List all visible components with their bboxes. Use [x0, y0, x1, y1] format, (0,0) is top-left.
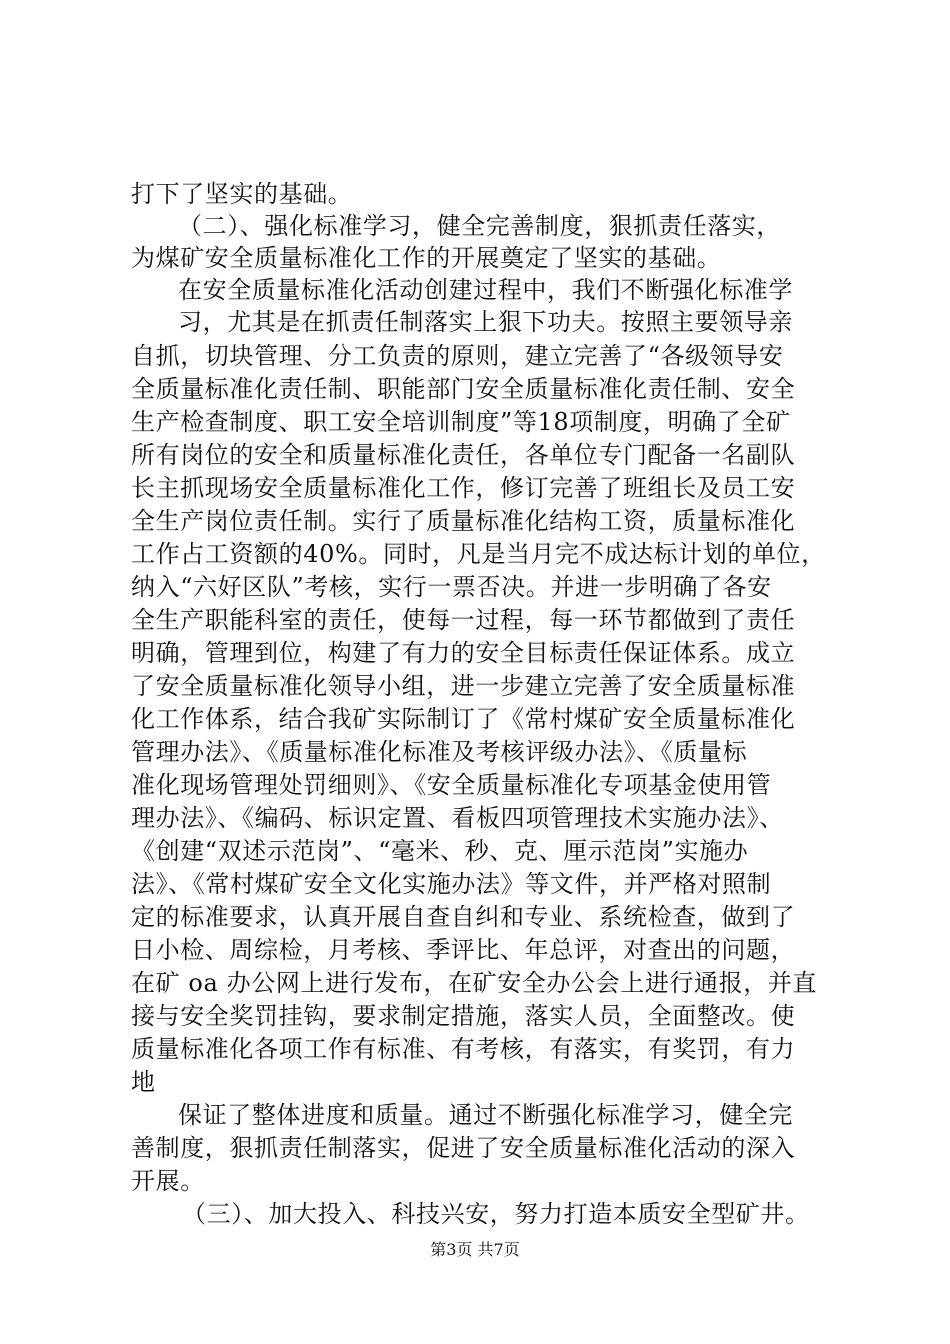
text-line: 长主抓现场安全质量标准化工作，修订完善了班组长及员工安 [131, 474, 796, 502]
text-line: 生产检查制度、职工安全培训制度”等18项制度，明确了全矿 [131, 408, 791, 436]
text-line: 法》、《常村煤矿安全文化实施办法》等文件，并严格对照制 [131, 870, 772, 898]
text-line: 善制度，狠抓责任制落实，促进了安全质量标准化活动的深入 [131, 1134, 796, 1162]
text-line: 了安全质量标准化领导小组，进一步建立完善了安全质量标准 [131, 672, 796, 700]
text-line: 质量标准化各项工作有标准、有考核，有落实，有奖罚，有力 [131, 1035, 796, 1063]
text-line: 明确，管理到位，构建了有力的安全目标责任保证体系。成立 [131, 639, 796, 667]
text-line: 化工作体系，结合我矿实际制订了《常村煤矿安全质量标准化 [131, 705, 796, 733]
text-line: 纳入“六好区队”考核，实行一票否决。并进一步明确了各安 [131, 573, 772, 601]
page-number-footer: 第3页 共7页 [430, 1240, 520, 1259]
text-line: 自抓，切块管理、分工负责的原则，建立完善了“各级领导安 [131, 342, 784, 370]
text-line: 地 [131, 1068, 156, 1096]
text-line: 全生产岗位责任制。实行了质量标准化结构工资，质量标准化 [131, 507, 796, 535]
text-line: 全生产职能科室的责任，使每一过程，每一环节都做到了责任 [131, 606, 796, 634]
text-line: 理办法》、《编码、标识定置、看板四项管理技术实施办法》、 [131, 804, 784, 832]
text-line: 《创建“双述示范岗”、“毫米、秒、克、厘示范岗”实施办 [131, 837, 749, 865]
text-line: 为煤矿安全质量标准化工作的开展奠定了坚实的基础。 [131, 244, 722, 272]
text-line: 在矿 oa 办公网上进行发布，在矿安全办公会上进行通报，并直 [131, 969, 818, 997]
text-line: 开展。 [131, 1167, 205, 1195]
text-line: 全质量标准化责任制、职能部门安全质量标准化责任制、安全 [131, 375, 796, 403]
text-line: 保证了整体进度和质量。通过不断强化标准学习，健全完 [178, 1101, 793, 1129]
text-line: 准化现场管理处罚细则》、《安全质量标准化专项基金使用管 [131, 771, 772, 799]
text-line: 定的标准要求，认真开展自查自纠和专业、系统检查，做到了 [131, 903, 796, 931]
text-line: 工作占工资额的40%。同时，凡是当月完不成达标计划的单位， [131, 540, 826, 568]
text-line: 接与安全奖罚挂钩，要求制定措施，落实人员，全面整改。使 [131, 1002, 796, 1030]
text-line: 在安全质量标准化活动创建过程中，我们不断强化标准学 [178, 276, 793, 304]
text-line: 日小检、周综检，月考核、季评比、年总评，对查出的问题， [131, 936, 796, 964]
text-line: 管理办法》、《质量标准化标准及考核评级办法》、《质量标 [131, 738, 748, 766]
section-heading-3: （三）、加大投入、科技兴安，努力打造本质安全型矿井。 [182, 1200, 810, 1228]
text-line: 所有岗位的安全和质量标准化责任，各单位专门配备一名副队 [131, 441, 796, 469]
text-line: 习，尤其是在抓责任制落实上狠下功夫。按照主要领导亲 [178, 308, 793, 336]
section-heading-2: （二）、强化标准学习，健全完善制度，狠抓责任落实， [178, 212, 781, 240]
text-line: 打下了坚实的基础。 [131, 180, 353, 208]
